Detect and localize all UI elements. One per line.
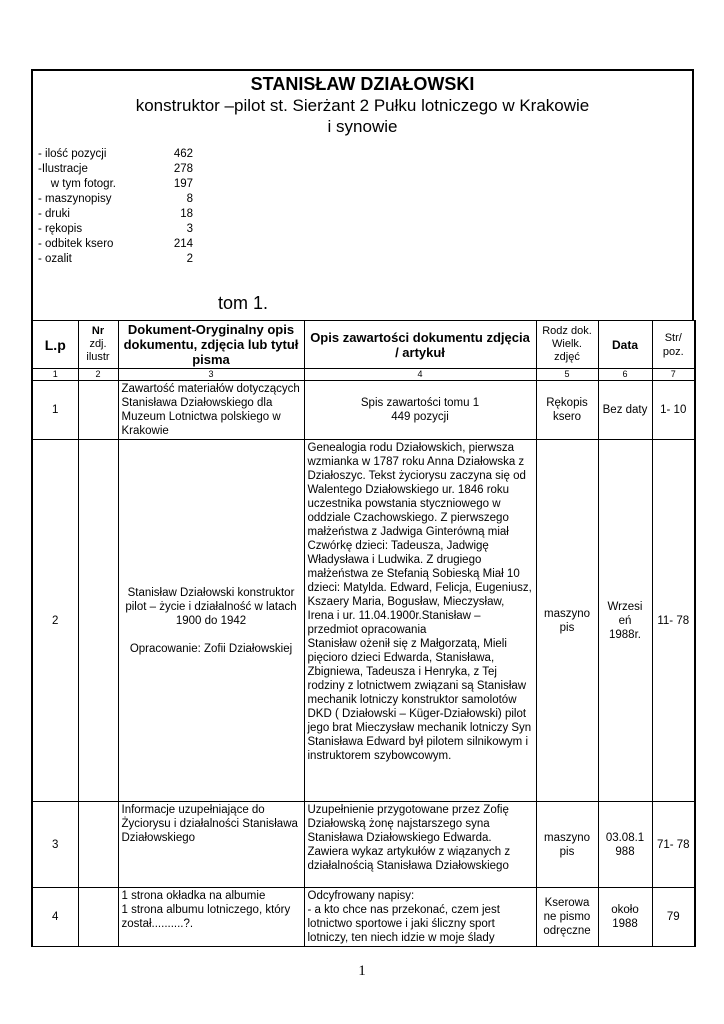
cell-dokument: Stanisław Działowski konstruktor pilot – życie i działalność w latach 1900 do 1942 Opracowanie: Zofii Działowskiej (118, 440, 304, 802)
cell-lp: 4 (32, 888, 78, 947)
col-header-str: Str/ poz. (652, 321, 695, 369)
stat-row (38, 177, 193, 192)
col-number: 3 (118, 369, 304, 381)
cell-str: 79 (652, 888, 695, 947)
table-row (32, 381, 695, 440)
page-number: 1 (358, 963, 366, 979)
stat-label: w tym fotogr. (38, 178, 116, 190)
col-header-dokument: Dokument-Oryginalny opis dokumentu, zdjęcia lub tytuł pisma (118, 321, 304, 369)
document-page (31, 69, 694, 947)
stat-row (38, 192, 193, 207)
stat-label: -Ilustracje (38, 163, 88, 175)
col-header-opis: Opis zawartości dokumentu zdjęcia / artykuł (304, 321, 536, 369)
stat-row (38, 237, 193, 252)
stat-value: 2 (186, 253, 193, 265)
cell-str: 71- 78 (652, 802, 695, 888)
document-subtitle-line1: konstruktor –pilot st. Sierżant 2 Pułku lotniczego w Krakowie (135, 96, 590, 115)
table-row (32, 802, 695, 888)
stat-label: - druki (38, 208, 70, 220)
table-row (32, 888, 695, 947)
col-header-nr: Nr zdj. ilustr (78, 321, 118, 369)
cell-opis: Uzupełnienie przygotowane przez Zofię Działowską żonę najstarszego syna Stanisława Działowskiego Edwarda. Zawiera wykaz artykułów z wiązanych z działalnością Stanisława Działowskiego (304, 802, 536, 888)
cell-data: 03.08.1 988 (598, 802, 652, 888)
cell-data: Bez daty (598, 381, 652, 440)
col-number: 7 (652, 369, 695, 381)
volume-label: tom 1. (218, 293, 269, 313)
col-header-lp: L.p (32, 321, 78, 369)
stat-label: - maszynopisy (38, 193, 112, 205)
col-number: 4 (304, 369, 536, 381)
cell-nr (78, 888, 118, 947)
col-number: 6 (598, 369, 652, 381)
cell-str: 1- 10 (652, 381, 695, 440)
cell-data: Wrzesi eń 1988r. (598, 440, 652, 802)
stat-value: 278 (173, 163, 193, 175)
cell-opis: Odcyfrowany napisy: - a kto chce nas przekonać, czem jest lotnictwo sportowe i jaki śliczny sport lotniczy, ten niech idzie w moje ślady (304, 888, 536, 947)
stat-value: 462 (173, 148, 193, 160)
cell-lp: 1 (32, 381, 78, 440)
cell-opis: Genealogia rodu Działowskich, pierwsza wzmianka w 1787 roku Anna Działowska z Działoszyc. Tekst życiorysu zaczyna się od Walentego Działowskiego ur. 1846 roku uczestnika powstania styczniowego w oddziale Czachowskiego. Z pierwszego małżeństwa z Jadwiga Ginterówną miał Czwórkę dzieci: Tadeusza, Jadwigę Władysława i Ludwika. Z drugiego małżeństwa ze Stefanią Sobieską Miał 10 dzieci: Matylda. Edward, Felicja, Eugeniusz, Kszaery Maria, Bogusław, Mieczysław, Irena i ur. 11.04.1900r.Stanisław – przedmiot opracowania Stanisław ożenił się z Małgorzatą, Mieli pięcioro dzieci Edwarda, Stanisława, Zbigniewa, Tadeusza i Henryka, z Tej rodziny z lotnictwem związani są Stanisław mechanik lotniczy konstruktor samolotów DKD ( Działowski – Küger-Działowski) pilot jego brat Mieczysław mechanik lotniczy Syn Stanisława Edward był pilotem silnikowym i instruktorem szybowcowym. (304, 440, 536, 802)
col-number: 1 (32, 369, 78, 381)
cell-rodz: Kserowa ne pismo odręczne (536, 888, 598, 947)
cell-rodz: maszyno pis (536, 802, 598, 888)
stat-row (38, 147, 193, 162)
cell-nr (78, 381, 118, 440)
cell-dokument: 1 strona okładka na albumie 1 strona albumu lotniczego, który został..........?. (118, 888, 304, 947)
document-subtitle-line2: i synowie (327, 117, 398, 136)
cell-dokument: Zawartość materiałów dotyczących Stanisława Działowskiego dla Muzeum Lotnictwa polskiego w Krakowie (118, 381, 304, 440)
stat-label: - ozalit (38, 253, 72, 265)
cell-data: około 1988 (598, 888, 652, 947)
col-number: 2 (78, 369, 118, 381)
stat-row (38, 222, 193, 237)
stat-row (38, 207, 193, 222)
cell-rodz: maszyno pis (536, 440, 598, 802)
stat-label: - rękopis (38, 223, 83, 235)
cell-str: 11- 78 (652, 440, 695, 802)
cell-rodz: Rękopis ksero (536, 381, 598, 440)
col-header-data: Data (598, 321, 652, 369)
stat-row (38, 252, 193, 267)
document-header (31, 69, 694, 320)
stat-value: 214 (173, 238, 193, 250)
cell-lp: 3 (32, 802, 78, 888)
stat-value: 18 (180, 208, 193, 220)
inventory-table (31, 320, 696, 947)
col-number: 5 (536, 369, 598, 381)
cell-lp: 2 (32, 440, 78, 802)
stat-value: 3 (186, 223, 193, 235)
cell-nr (78, 440, 118, 802)
cell-dokument: Informacje uzupełniające do Życiorysu i działalności Stanisława Działowskiego (118, 802, 304, 888)
collection-stats (38, 147, 193, 267)
cell-opis: Spis zawartości tomu 1 449 pozycji (304, 381, 536, 440)
stat-row (38, 162, 193, 177)
table-row (32, 440, 695, 802)
col-header-rodz: Rodz dok. Wielk. zdjęć (536, 321, 598, 369)
document-title: STANISŁAW DZIAŁOWSKI (250, 74, 475, 94)
stat-label: - ilość pozycji (38, 148, 107, 160)
cell-nr (78, 802, 118, 888)
stat-value: 8 (186, 193, 193, 205)
column-number-row (32, 369, 695, 381)
table-header-row (32, 321, 695, 369)
stat-label: - odbitek ksero (38, 238, 114, 250)
stat-value: 197 (173, 178, 193, 190)
